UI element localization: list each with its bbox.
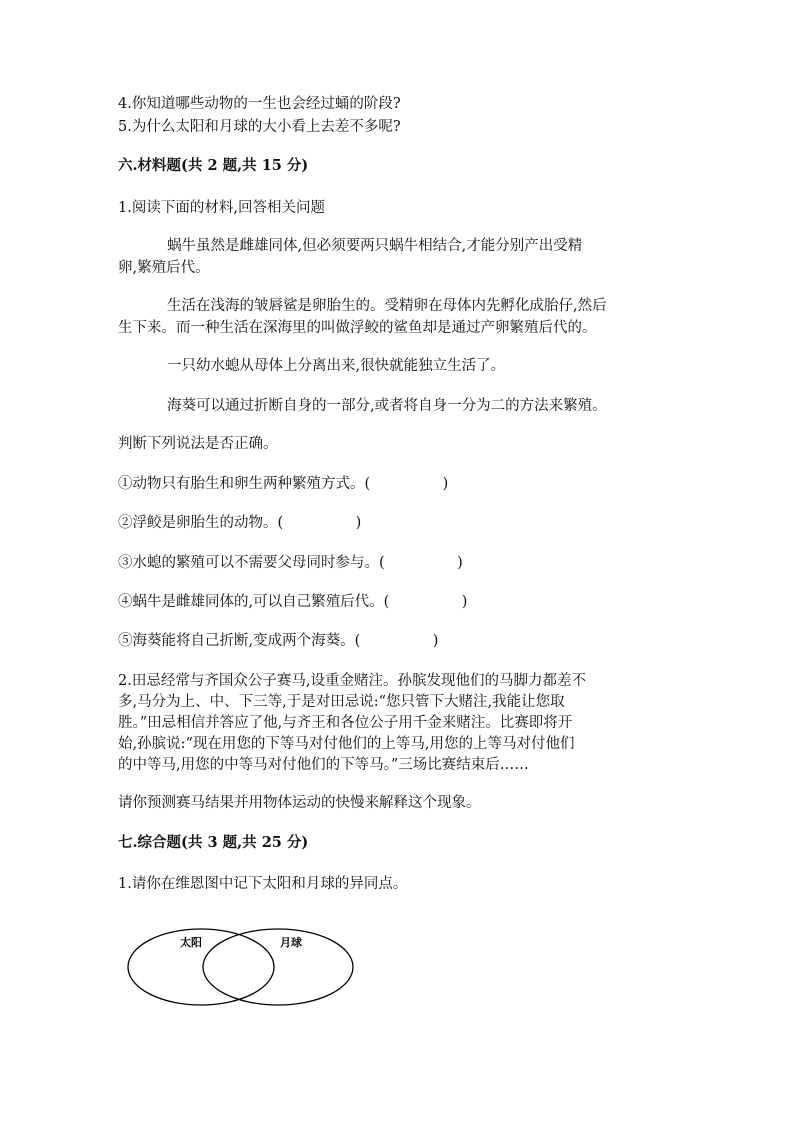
section-7-heading: 七.综合题(共 3 题,共 25 分) <box>118 834 309 851</box>
venn-label-sun: 太阳 <box>180 936 202 949</box>
material-q1-prompt: 1.阅读下面的材料,回答相关问题 <box>118 200 325 216</box>
statement-4: ④蜗牛是雌雄同体的,可以自己繁殖后代。( ) <box>118 594 468 610</box>
judge-instruction: 判断下列说法是否正确。 <box>118 436 278 452</box>
venn-circle-moon <box>203 929 353 1005</box>
passage-snail-line-1: 蜗牛虽然是雌雄同体,但必须要两只蜗牛相结合,才能分别产出受精 <box>167 238 583 254</box>
horse-race-line-4: 始,孙膑说:“现在用您的下等马对付他们的上等马,用您的上等马对付他们 <box>118 736 575 752</box>
passage-snail-line-2: 卵,繁殖后代。 <box>118 260 210 276</box>
comprehensive-q1: 1.请你在维恩图中记下太阳和月球的异同点。 <box>118 876 408 892</box>
passage-shark-line-1: 生活在浅海的皱唇鲨是卵胎生的。受精卵在母体内先孵化成胎仔,然后 <box>167 298 607 314</box>
venn-diagram <box>124 924 360 1010</box>
statement-3: ③水螅的繁殖可以不需要父母同时参与。( ) <box>118 555 463 571</box>
statement-1: ①动物只有胎生和卵生两种繁殖方式。( ) <box>118 476 449 492</box>
horse-race-line-3: 胜。”田忌相信并答应了他,与齐王和各位公子用千金来赌注。比赛即将开 <box>118 715 573 731</box>
passage-shark-line-2: 生下来。而一种生活在深海里的叫做浮鲛的鲨鱼却是通过产卵繁殖后代的。 <box>118 320 597 336</box>
horse-race-line-2: 多,马分为上、中、下三等,于是对田忌说:“您只管下大赌注,我能让您取 <box>118 694 565 710</box>
question-5: 5.为什么太阳和月球的大小看上去差不多呢? <box>118 119 401 135</box>
passage-hydra: 一只幼水螅从母体上分离出来,很快就能独立生活了。 <box>167 358 506 374</box>
passage-anemone: 海葵可以通过折断自身的一部分,或者将自身一分为二的方法来繁殖。 <box>167 398 607 414</box>
horse-race-line-1: 2.田忌经常与齐国众公子赛马,设重金赌注。孙膑发现他们的马脚力都差不 <box>118 673 586 689</box>
statement-2: ②浮鲛是卵胎生的动物。( ) <box>118 515 362 531</box>
section-6-heading: 六.材料题(共 2 题,共 15 分) <box>118 157 309 174</box>
horse-race-task: 请你预测赛马结果并用物体运动的快慢来解释这个现象。 <box>118 795 481 811</box>
question-4: 4.你知道哪些动物的一生也会经过蛹的阶段? <box>118 96 401 112</box>
statement-5: ⑤海葵能将自己折断,变成两个海葵。( ) <box>118 633 439 649</box>
horse-race-line-5: 的中等马,用您的中等马对付他们的下等马。”三场比赛结束后…… <box>118 757 529 773</box>
venn-label-moon: 月球 <box>280 936 302 949</box>
